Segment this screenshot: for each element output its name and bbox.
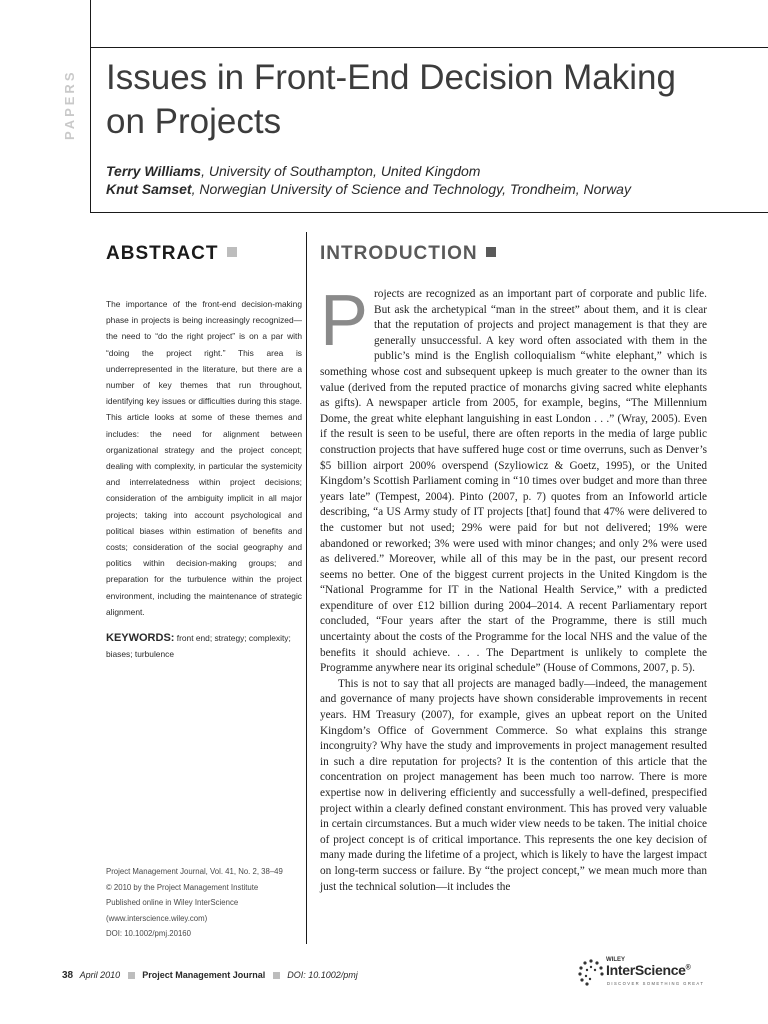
- pub-info-line: (www.interscience.wiley.com): [106, 913, 208, 923]
- pub-info-line: Published online in Wiley InterScience: [106, 898, 239, 907]
- keywords: [106, 630, 302, 662]
- author-affiliation: , Norwegian University of Science and Technology, Trondheim, Norway: [191, 181, 631, 197]
- abstract-heading-text: ABSTRACT: [106, 243, 219, 264]
- pub-info-line: Project Management Journal, Vol. 41, No. 2, 38–49: [106, 867, 283, 876]
- introduction-body: [320, 281, 707, 895]
- registered-mark: ®: [685, 964, 691, 972]
- wiley-interscience-logo: [576, 956, 716, 992]
- issue-date: April 2010: [79, 970, 121, 980]
- publisher-name: WILEY: [606, 957, 625, 963]
- footer-square-icon: [273, 972, 280, 979]
- page-footer: [62, 970, 422, 981]
- abstract-heading: [106, 243, 237, 265]
- section-label: PAPERS: [62, 69, 77, 140]
- title-line-2: on Projects: [106, 102, 282, 141]
- article-title: [106, 56, 726, 144]
- keywords-list: front end; strategy; complexity; biases; turbulence: [106, 633, 291, 659]
- page-number: 38: [62, 970, 74, 981]
- introduction-heading: [320, 243, 496, 265]
- author-name: Terry Williams: [106, 163, 202, 179]
- footer-doi: DOI: 10.1002/pmj: [287, 970, 358, 980]
- vertical-rule: [90, 0, 91, 213]
- header-bottom-rule: [90, 212, 768, 213]
- logo-tagline: DISCOVER SOMETHING GREAT: [607, 981, 705, 986]
- introduction-heading-text: INTRODUCTION: [320, 243, 478, 264]
- intro-paragraph-1: [320, 281, 707, 677]
- heading-square-icon: [227, 247, 237, 257]
- logo-wordmark: [606, 962, 691, 978]
- author-1: [106, 162, 746, 180]
- author-list: [106, 162, 746, 198]
- drop-cap: P: [320, 281, 369, 361]
- column-divider: [306, 232, 307, 944]
- author-affiliation: , University of Southampton, United Kingdom: [201, 163, 481, 179]
- abstract-body: The importance of the front-end decision-making phase in projects is being increasingly recognized—the need to “do the right project” is on a par with “doing the project right.” This area is underrepresented in the literature, but there are a number of key themes that run throughout, identifying key issues or difficulties during this stage. This article looks at some of these themes and includes: the need for alignment between organizational strategy and the project concept; dealing with complexity, in particular the systemicity and interrelatedness within project decisions; consideration of the ambiguity implicit in all major projects; taking into account psychological and political biases within estimation of benefits and costs; consideration of the social geography and politics within decision-making groups; and preparation for the turbulence within the project environment, including the maintenance of strategic alignment.: [106, 299, 302, 617]
- logo-mark-icon: [576, 958, 606, 988]
- logo-brand: InterScience: [606, 962, 686, 978]
- author-name: Knut Samset: [106, 181, 192, 197]
- pub-info-line: © 2010 by the Project Management Institute: [106, 882, 259, 892]
- intro-paragraph-1-text: rojects are recognized as an important part of corporate and public life. But ask the archetypical “man in the street” about them, and it is clear that the reputation of projects and project management is that they are generally unsuccessful. A key word often associated with them in the public’s mind is the English colloquialism “white elephant,” which is something whose cost and subsequent upkeep is much greater to the owner than its value (derived from the reputed practice of monarchs giving sacred white elephants as gifts). A newspaper article from 2005, for example, begins, “The Millennium Dome, the great white elephant languishing in east London . . .” (Wray, 2005). Even if the result is seen to be useful, there are often reports in the media of large public construction projects that have suffered huge cost or time overruns, such as Denver’s $5 billion airport 200% overspend (Szyliowicz & Goetz, 1995), or the United Kingdom’s Scottish Parliament coming in “10 times over budget and more than three years late” (Tempest, 2004). Pinto (2007, p. 7) quotes from an Infoworld article describing, “a US Army study of IT projects [that] found that 47% were delivered to the customer but not used; 29% were paid for but not delivered; 19% were abandoned or reworked; 3% were used with minor changes; and only 2% were used as delivered.” Moreover, while all of this may be in the past, our present record seems no better. One of the biggest current projects in the United Kingdom is the “National Programme for IT in the National Health Service,” with a predicted expenditure of over £12 billion during 2004–2014. A recent Parliamentary report concluded, “Four years after the start of the Programme, there is still much uncertainty about the costs of the Programme for the local NHS and the value of the benefits it should achieve. . . . The Department is unlikely to complete the Programme anywhere near its original schedule” (House of Commons, 2007, p. 5).: [320, 288, 707, 675]
- keywords-label: KEYWORDS:: [106, 632, 175, 644]
- publication-info: [106, 864, 306, 942]
- intro-paragraph-2: This is not to say that all projects are managed badly—indeed, the management and governance of many projects have shown considerable improvements in recent years. HM Treasury (2007), for example, gives an upbeat report on the United Kingdom’s Office of Government Commerce. So what explains this strange incongruity? Why have the study and improvements in project management resulted in such a dire reputation for projects? It is the contention of this article that the concentration on project management has been much too narrow. There is more expertise now in delivering efficiently and successfully a well-defined, prespecified project within a clearly defined constant environment. This has proved very valuable in certain circumstances. But a much wider view needs to be taken. The initial choice of project concept is of critical importance. This represents the one key decision of many made during the lifetime of a project, which is likely to have the largest impact on long-term success or failure. By “the project concept,” we mean much more than just the technical solution—it includes the: [320, 677, 707, 893]
- heading-square-icon: [486, 247, 496, 257]
- author-2: [106, 180, 746, 198]
- title-line-1: Issues in Front-End Decision Making: [106, 58, 676, 97]
- pub-info-line: DOI: 10.1002/pmj.20160: [106, 929, 191, 938]
- footer-square-icon: [128, 972, 135, 979]
- top-rule: [90, 47, 768, 48]
- journal-name: Project Management Journal: [142, 970, 266, 980]
